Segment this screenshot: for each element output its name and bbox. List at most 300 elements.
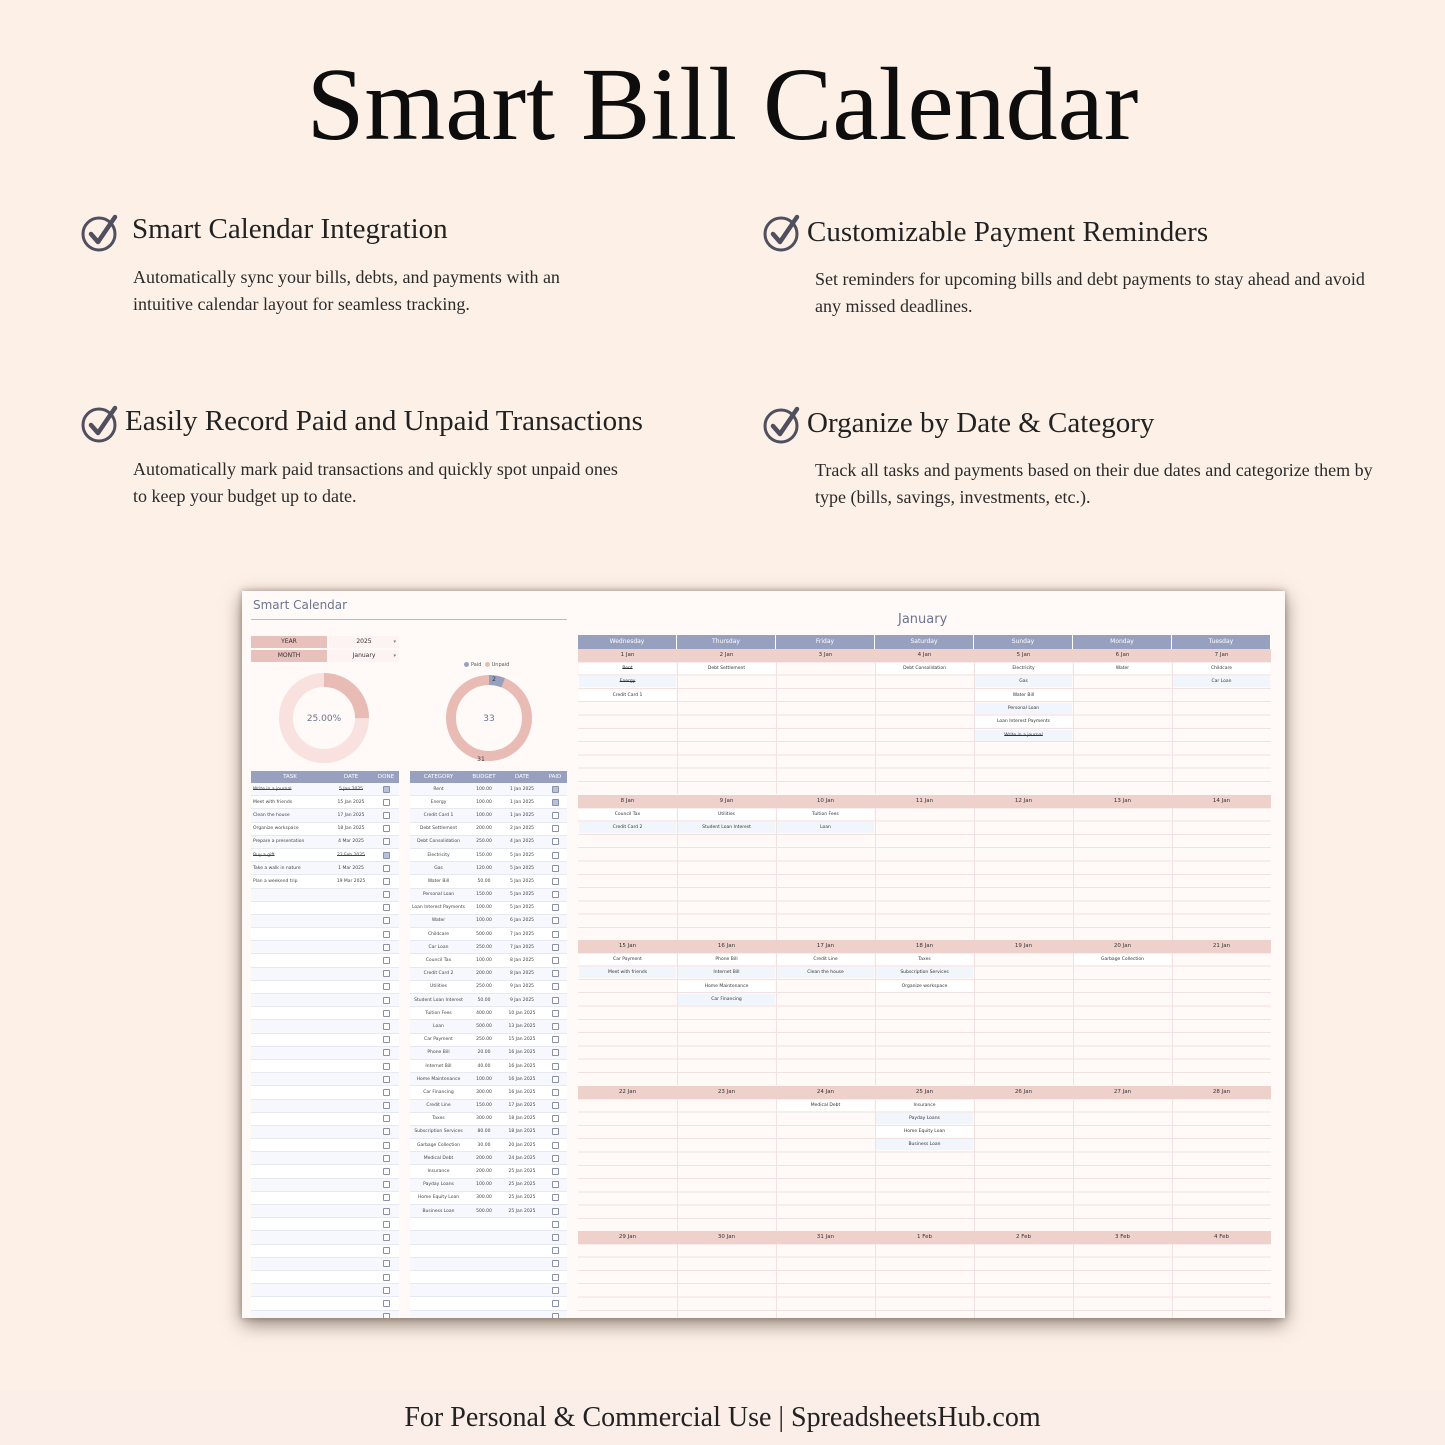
- page-title: Smart Bill Calendar: [306, 47, 1139, 162]
- done-cell: [373, 1244, 399, 1257]
- paid-checkbox[interactable]: [552, 1076, 559, 1083]
- calendar-event[interactable]: Payday Loans: [876, 1113, 973, 1124]
- category-cell: [410, 1231, 467, 1244]
- done-checkbox[interactable]: [383, 812, 390, 819]
- done-checkbox[interactable]: [383, 944, 390, 951]
- done-checkbox[interactable]: [383, 1142, 390, 1149]
- category-cell: Rent: [410, 783, 467, 796]
- done-cell: [373, 796, 399, 809]
- paid-checkbox[interactable]: [552, 1194, 559, 1201]
- bill-date-cell: 16 Jan 2025: [501, 1073, 543, 1086]
- calendar-event[interactable]: Internet Bill: [678, 967, 775, 978]
- paid-cell: [543, 1244, 567, 1257]
- done-checkbox[interactable]: [383, 1221, 390, 1228]
- done-checkbox[interactable]: [383, 852, 390, 859]
- table-row: [410, 914, 567, 927]
- done-col-header: DONE: [373, 771, 399, 783]
- paid-checkbox[interactable]: [552, 1049, 559, 1056]
- done-cell: [373, 1297, 399, 1310]
- table-row: [410, 1007, 567, 1020]
- table-row: [251, 1284, 399, 1297]
- calendar-event[interactable]: Clean the house: [777, 967, 874, 978]
- task-cell: [251, 1086, 329, 1099]
- calendar-event[interactable]: Electricity: [975, 663, 1072, 674]
- paid-checkbox[interactable]: [552, 1063, 559, 1070]
- paid-cell: [543, 1033, 567, 1046]
- done-checkbox[interactable]: [383, 865, 390, 872]
- paid-checkbox[interactable]: [552, 1287, 559, 1294]
- paid-checkbox[interactable]: [552, 1260, 559, 1267]
- table-row: [410, 1112, 567, 1125]
- budget-cell: [467, 1297, 501, 1310]
- table-row: [251, 862, 399, 875]
- category-cell: Debt Consolidation: [410, 835, 467, 848]
- table-row: [251, 980, 399, 993]
- paid-cell: [543, 1231, 567, 1244]
- weekday-label: Tuesday: [1172, 635, 1271, 649]
- bill-date-cell: 18 Jan 2025: [501, 1125, 543, 1138]
- paid-checkbox[interactable]: [552, 1036, 559, 1043]
- paid-checkbox[interactable]: [552, 957, 559, 964]
- bill-date-cell: 16 Jan 2025: [501, 1046, 543, 1059]
- bill-date-cell: 9 Jan 2025: [501, 994, 543, 1007]
- paid-cell: [543, 809, 567, 822]
- budget-cell: 120.00: [467, 862, 501, 875]
- done-checkbox[interactable]: [383, 1115, 390, 1122]
- unpaid-count: 31: [477, 756, 485, 763]
- calendar-event[interactable]: Council Tax: [579, 809, 676, 820]
- paid-checkbox[interactable]: [552, 1155, 559, 1162]
- paid-checkbox[interactable]: [552, 786, 559, 793]
- task-date-cell: [329, 980, 373, 993]
- paid-checkbox[interactable]: [552, 931, 559, 938]
- calendar-event[interactable]: Meet with friends: [579, 967, 676, 978]
- done-checkbox[interactable]: [383, 1036, 390, 1043]
- calendar-week: [578, 940, 1271, 1085]
- task-cell: [251, 901, 329, 914]
- task-cell: [251, 1297, 329, 1310]
- weekday-label: Wednesday: [578, 635, 677, 649]
- calendar-event[interactable]: Rent: [579, 663, 676, 674]
- paid-checkbox[interactable]: [552, 1142, 559, 1149]
- budget-cell: 500.00: [467, 928, 501, 941]
- paid-checkbox[interactable]: [552, 904, 559, 911]
- done-checkbox[interactable]: [383, 1089, 390, 1096]
- paid-checkbox[interactable]: [552, 865, 559, 872]
- task-cell: [251, 1165, 329, 1178]
- category-cell: Business Loan: [410, 1205, 467, 1218]
- table-row: [251, 1033, 399, 1046]
- paid-checkbox[interactable]: [552, 852, 559, 859]
- done-checkbox[interactable]: [383, 917, 390, 924]
- bill-date-cell: 10 Jan 2025: [501, 1007, 543, 1020]
- done-checkbox[interactable]: [383, 997, 390, 1004]
- paid-checkbox[interactable]: [552, 891, 559, 898]
- done-checkbox[interactable]: [383, 1063, 390, 1070]
- done-cell: [373, 1152, 399, 1165]
- table-row: [410, 875, 567, 888]
- table-row: [251, 1310, 399, 1318]
- paid-cell: [543, 888, 567, 901]
- day-date: 27 Jan: [1113, 1088, 1132, 1095]
- budget-cell: [467, 1284, 501, 1297]
- paid-checkbox[interactable]: [552, 1102, 559, 1109]
- day-date: 3 Feb: [1115, 1234, 1130, 1240]
- done-checkbox[interactable]: [383, 1023, 390, 1030]
- task-cell: Organize workspace: [251, 822, 329, 835]
- title-underline: [251, 619, 567, 620]
- calendar-event[interactable]: Garbage Collection: [1074, 954, 1171, 965]
- calendar-event[interactable]: Write in a journal: [975, 730, 1072, 741]
- day-date: 2 Jan: [719, 652, 734, 658]
- table-row: [410, 1231, 567, 1244]
- table-row: [251, 1152, 399, 1165]
- calendar-event[interactable]: Home Maintenance: [678, 981, 775, 992]
- done-cell: [373, 1178, 399, 1191]
- calendar-event[interactable]: Taxes: [876, 954, 973, 965]
- budget-cell: 100.00: [467, 1073, 501, 1086]
- paid-checkbox[interactable]: [552, 1234, 559, 1241]
- day-date: 30 Jan: [717, 1234, 736, 1240]
- calendar-event[interactable]: Car Payment: [579, 954, 676, 965]
- budget-cell: 100.00: [467, 1178, 501, 1191]
- calendar-event[interactable]: Utilities: [678, 809, 775, 820]
- column-divider: [1073, 795, 1074, 940]
- paid-cell: [543, 1112, 567, 1125]
- paid-cell: [543, 1086, 567, 1099]
- paid-checkbox[interactable]: [552, 825, 559, 832]
- table-row: [251, 928, 399, 941]
- paid-checkbox[interactable]: [552, 917, 559, 924]
- done-checkbox[interactable]: [383, 1247, 390, 1254]
- table-row: [410, 1125, 567, 1138]
- bill-date-cell: [501, 1284, 543, 1297]
- paid-cell: [543, 796, 567, 809]
- calendar-event[interactable]: Energy: [579, 676, 676, 687]
- done-cell: [373, 1139, 399, 1152]
- bill-date-cell: [501, 1270, 543, 1283]
- paid-cell: [543, 1270, 567, 1283]
- category-cell: Electricity: [410, 848, 467, 861]
- done-cell: [373, 1033, 399, 1046]
- progress-percent: 25.00%: [306, 714, 342, 724]
- done-checkbox[interactable]: [383, 904, 390, 911]
- date-row: [578, 649, 1271, 662]
- paid-checkbox[interactable]: [552, 799, 559, 806]
- done-checkbox[interactable]: [383, 1155, 390, 1162]
- paid-checkbox[interactable]: [552, 1168, 559, 1175]
- done-cell: [373, 901, 399, 914]
- calendar-event[interactable]: Credit Card 2: [579, 822, 676, 833]
- paid-checkbox[interactable]: [552, 997, 559, 1004]
- feature-text: Automatically mark paid transactions and quickly spot unpaid ones to keep your budget up to date.: [133, 459, 618, 506]
- checkmark-icon: [762, 213, 802, 253]
- feature-text: Set reminders for upcoming bills and debt payments to stay ahead and avoid any missed deadlines.: [815, 269, 1365, 316]
- paid-checkbox[interactable]: [552, 1300, 559, 1307]
- done-checkbox[interactable]: [383, 1168, 390, 1175]
- calendar-event[interactable]: Student Loan Interest: [678, 822, 775, 833]
- bill-date-cell: 4 Jan 2025: [501, 835, 543, 848]
- done-checkbox[interactable]: [383, 1300, 390, 1307]
- column-divider: [677, 1231, 678, 1318]
- done-checkbox[interactable]: [383, 1010, 390, 1017]
- bill-date-cell: 25 Jan 2025: [501, 1178, 543, 1191]
- task-cell: [251, 1231, 329, 1244]
- task-date-cell: 5 Jan 2025: [329, 783, 373, 796]
- task-cell: [251, 954, 329, 967]
- task-date-cell: [329, 1099, 373, 1112]
- day-date: 7 Jan: [1214, 652, 1229, 658]
- task-date-cell: [329, 941, 373, 954]
- task-cell: [251, 980, 329, 993]
- done-cell: [373, 980, 399, 993]
- feature-payment-reminders: [762, 213, 1382, 323]
- calendar-event[interactable]: Water Bill: [975, 690, 1072, 701]
- calendar-event[interactable]: Credit Card 1: [579, 690, 676, 701]
- done-checkbox[interactable]: [383, 1181, 390, 1188]
- table-row: [251, 1125, 399, 1138]
- done-cell: [373, 1007, 399, 1020]
- calendar-event[interactable]: Home Equity Loan: [876, 1126, 973, 1137]
- table-row: [410, 1270, 567, 1283]
- table-row: [251, 1231, 399, 1244]
- category-cell: [410, 1310, 467, 1318]
- calendar-event[interactable]: Medical Debt: [777, 1100, 874, 1111]
- table-row: [410, 1033, 567, 1046]
- paid-cell: [543, 928, 567, 941]
- task-date-cell: [329, 928, 373, 941]
- task-date-cell: [329, 1178, 373, 1191]
- paid-cell: [543, 1165, 567, 1178]
- day-date: 1 Jan: [620, 652, 635, 658]
- category-cell: [410, 1244, 467, 1257]
- budget-col-header: BUDGET: [467, 771, 501, 783]
- calendar-event[interactable]: Tuition Fees: [777, 809, 874, 820]
- table-row: [251, 1191, 399, 1204]
- feature-organize-by-date: [762, 405, 1382, 515]
- paid-checkbox[interactable]: [552, 983, 559, 990]
- done-checkbox[interactable]: [383, 1102, 390, 1109]
- category-cell: Loan Interest Payments: [410, 901, 467, 914]
- category-cell: Water Bill: [410, 875, 467, 888]
- budget-cell: [467, 1244, 501, 1257]
- category-cell: Water: [410, 914, 467, 927]
- calendar-event[interactable]: Phone Bill: [678, 954, 775, 965]
- bill-date-cell: 5 Jan 2025: [501, 901, 543, 914]
- day-date: 16 Jan: [717, 943, 736, 949]
- paid-checkbox[interactable]: [552, 878, 559, 885]
- calendar-event[interactable]: Childcare: [1173, 663, 1270, 674]
- table-row: [251, 1270, 399, 1283]
- day-date: 18 Jan: [915, 943, 934, 949]
- day-date: 28 Jan: [1212, 1088, 1231, 1095]
- table-row: [410, 1218, 567, 1231]
- calendar-event[interactable]: Car Financing: [678, 994, 775, 1005]
- done-checkbox[interactable]: [383, 799, 390, 806]
- done-checkbox[interactable]: [383, 1287, 390, 1294]
- bill-date-cell: 5 Jan 2025: [501, 888, 543, 901]
- table-row: [410, 928, 567, 941]
- progress-donut-chart: [277, 671, 371, 765]
- budget-cell: 150.00: [467, 848, 501, 861]
- task-cell: Meet with friends: [251, 796, 329, 809]
- paid-cell: [543, 994, 567, 1007]
- done-checkbox[interactable]: [383, 786, 390, 793]
- task-date-cell: [329, 901, 373, 914]
- paid-checkbox[interactable]: [552, 944, 559, 951]
- budget-cell: 100.00: [467, 914, 501, 927]
- task-table: [251, 771, 399, 1318]
- budget-cell: 100.00: [467, 796, 501, 809]
- done-checkbox[interactable]: [383, 957, 390, 964]
- paid-checkbox[interactable]: [552, 838, 559, 845]
- table-row: [251, 1059, 399, 1072]
- paid-checkbox[interactable]: [552, 1247, 559, 1254]
- paid-checkbox[interactable]: [552, 1023, 559, 1030]
- done-cell: [373, 1125, 399, 1138]
- calendar-event[interactable]: Debt Consolidation: [876, 663, 973, 674]
- done-checkbox[interactable]: [383, 1049, 390, 1056]
- done-checkbox[interactable]: [383, 1234, 390, 1241]
- task-date-cell: [329, 1270, 373, 1283]
- paid-checkbox[interactable]: [552, 1313, 559, 1318]
- paid-checkbox[interactable]: [552, 1115, 559, 1122]
- calendar-event[interactable]: Debt Settlement: [678, 663, 775, 674]
- task-cell: Clean the house: [251, 809, 329, 822]
- task-date-cell: [329, 1205, 373, 1218]
- task-date-cell: 15 Jan 2025: [329, 796, 373, 809]
- done-checkbox[interactable]: [383, 1274, 390, 1281]
- paid-cell: [543, 1007, 567, 1020]
- paid-count: 2: [492, 676, 496, 683]
- paid-checkbox[interactable]: [552, 1010, 559, 1017]
- done-cell: [373, 941, 399, 954]
- calendar-event[interactable]: Gas: [975, 676, 1072, 687]
- done-checkbox[interactable]: [383, 1076, 390, 1083]
- calendar-event[interactable]: Water: [1074, 663, 1171, 674]
- budget-cell: 200.00: [467, 967, 501, 980]
- bill-date-cell: 20 Jan 2025: [501, 1139, 543, 1152]
- year-dropdown[interactable]: 2025 ▾: [329, 636, 399, 648]
- done-cell: [373, 1086, 399, 1099]
- done-checkbox[interactable]: [383, 1313, 390, 1318]
- paid-checkbox[interactable]: [552, 1274, 559, 1281]
- task-cell: [251, 1310, 329, 1318]
- budget-cell: 30.00: [467, 1139, 501, 1152]
- budget-cell: 500.00: [467, 1205, 501, 1218]
- category-cell: Subscription Services: [410, 1125, 467, 1138]
- calendar-week: [578, 1231, 1271, 1318]
- day-date: 19 Jan: [1014, 943, 1033, 949]
- paid-checkbox[interactable]: [552, 1181, 559, 1188]
- table-row: [410, 1086, 567, 1099]
- done-cell: [373, 1310, 399, 1318]
- bill-date-cell: 18 Jan 2025: [501, 1112, 543, 1125]
- table-row: [251, 1007, 399, 1020]
- bill-date-cell: 17 Jan 2025: [501, 1099, 543, 1112]
- done-checkbox[interactable]: [383, 891, 390, 898]
- paid-checkbox[interactable]: [552, 970, 559, 977]
- task-cell: [251, 888, 329, 901]
- month-dropdown[interactable]: January ▾: [329, 650, 399, 662]
- day-date: 5 Jan: [1016, 652, 1031, 658]
- done-checkbox[interactable]: [383, 1128, 390, 1135]
- task-date-cell: [329, 888, 373, 901]
- category-cell: Car Loan: [410, 941, 467, 954]
- bill-date-cell: 16 Jan 2025: [501, 1059, 543, 1072]
- table-row: [251, 1205, 399, 1218]
- done-checkbox[interactable]: [383, 825, 390, 832]
- done-checkbox[interactable]: [383, 931, 390, 938]
- paid-checkbox[interactable]: [552, 1221, 559, 1228]
- calendar-event[interactable]: Personal Loan: [975, 703, 1072, 714]
- paid-checkbox[interactable]: [552, 812, 559, 819]
- day-date: 1 Feb: [917, 1234, 932, 1240]
- table-row: [410, 967, 567, 980]
- task-cell: [251, 1125, 329, 1138]
- feature-heading: Customizable Payment Reminders: [807, 216, 1209, 248]
- done-checkbox[interactable]: [383, 838, 390, 845]
- calendar-event[interactable]: Credit Line: [777, 954, 874, 965]
- day-date: 21 Jan: [1212, 943, 1231, 949]
- calendar-event[interactable]: Loan Interest Payments: [975, 716, 1072, 727]
- calendar-event[interactable]: Business Loan: [876, 1139, 973, 1150]
- table-row: [410, 1244, 567, 1257]
- task-date-cell: [329, 1033, 373, 1046]
- paid-unpaid-donut-chart: [442, 671, 536, 765]
- task-date-cell: 19 Mar 2025: [329, 875, 373, 888]
- paid-cell: [543, 862, 567, 875]
- done-checkbox[interactable]: [383, 878, 390, 885]
- calendar-event[interactable]: Insurance: [876, 1100, 973, 1111]
- task-cell: [251, 1205, 329, 1218]
- done-checkbox[interactable]: [383, 1208, 390, 1215]
- unpaid-legend-dot: [485, 662, 490, 667]
- paid-checkbox[interactable]: [552, 1208, 559, 1215]
- paid-checkbox[interactable]: [552, 1089, 559, 1096]
- category-cell: [410, 1297, 467, 1310]
- budget-cell: 250.00: [467, 980, 501, 993]
- done-checkbox[interactable]: [383, 1194, 390, 1201]
- done-checkbox[interactable]: [383, 1260, 390, 1267]
- paid-checkbox[interactable]: [552, 1128, 559, 1135]
- bill-date-cell: [501, 1257, 543, 1270]
- bill-date-cell: 5 Jan 2025: [501, 848, 543, 861]
- done-cell: [373, 1284, 399, 1297]
- category-cell: Home Equity Loan: [410, 1191, 467, 1204]
- task-date-cell: [329, 1231, 373, 1244]
- calendar-event[interactable]: Car Loan: [1173, 676, 1270, 687]
- category-cell: Childcare: [410, 928, 467, 941]
- checkmark-icon: [80, 213, 120, 253]
- table-row: [410, 1046, 567, 1059]
- task-cell: [251, 1191, 329, 1204]
- day-date: 31 Jan: [816, 1234, 835, 1240]
- category-cell: Payday Loans: [410, 1178, 467, 1191]
- done-cell: [373, 954, 399, 967]
- table-row: [251, 1112, 399, 1125]
- task-date-cell: [329, 994, 373, 1007]
- paid-cell: [543, 941, 567, 954]
- calendar-event[interactable]: Loan: [777, 822, 874, 833]
- done-cell: [373, 822, 399, 835]
- calendar-event[interactable]: Subscription Services: [876, 967, 973, 978]
- done-checkbox[interactable]: [383, 983, 390, 990]
- weekday-header: [578, 635, 1271, 649]
- done-checkbox[interactable]: [383, 970, 390, 977]
- day-date: 12 Jan: [1014, 797, 1033, 804]
- calendar-event[interactable]: Organize workspace: [876, 981, 973, 992]
